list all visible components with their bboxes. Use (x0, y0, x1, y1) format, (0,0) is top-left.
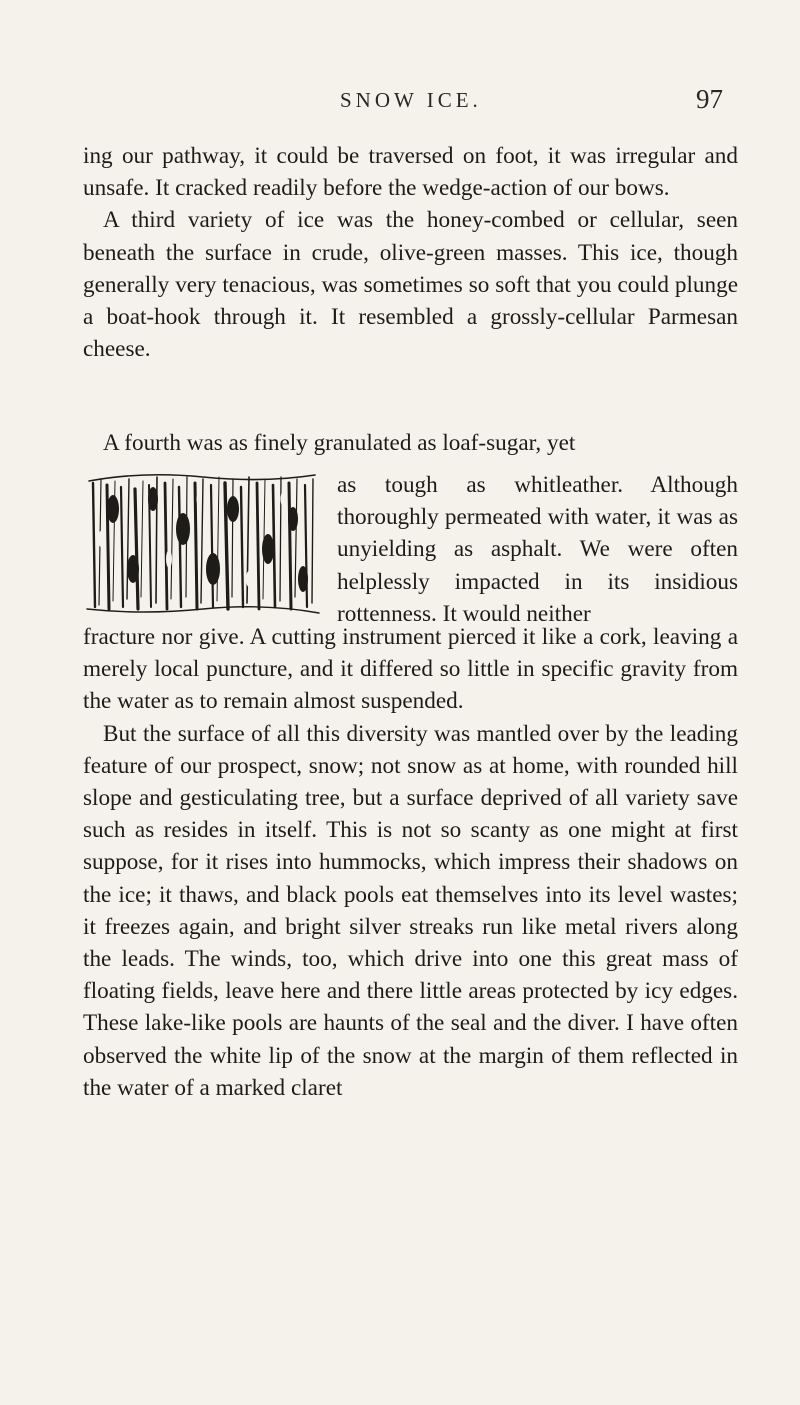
page-number: 97 (696, 84, 723, 114)
paragraph-honeycomb-ice: A third variety of ice was the honey-combed or cellular, seen beneath the surface in crude, olive-green masses. This ice, though generally very tenacious, was sometimes so soft that you could plunge a boat-hook through it. It resembled a grossly-cellular Parmesan cheese. (83, 207, 738, 363)
granulated-ice-lead: A fourth was as finely granulated as loaf-sugar, yet (103, 430, 576, 456)
figure-side-text (337, 469, 738, 630)
paragraph-granulated-ice-first-line (83, 427, 738, 459)
figure-with-text (83, 469, 738, 629)
granulated-ice-description: as tough as whitleather. Although thoroughly permeated with water, it was as unyielding as asphalt. We were often helplessly impacted in its insidious rottenness. It would neither (337, 472, 738, 627)
paragraph-continuation: ing our pathway, it could be traversed on foot, it was irregular and unsafe. It cracked readily before the wedge-action of our bows. (83, 143, 738, 202)
paragraph-snow-surface: But the surface of all this diversity was mantled over by the leading feature of our prospect, snow; not snow as at home, with rounded hill slope and gesticulating tree, but a surface deprived of all variety save such as resides in itself. This is not so scanty as one might at first suppose, for it rises into hummocks, which impress their shadows on the ice; it thaws, and black pools eat themselves into its level wastes; it freezes again, and bright silver streaks run like metal rivers along the leads. The winds, too, which drive into one this great mass of floating fields, leave here and there little areas protected by icy edges. These lake-like pools are haunts of the seal and the diver. I have often observed the white lip of the snow at the margin of them reflected in the water of a marked claret (83, 720, 738, 1101)
text-block-bottom (83, 621, 738, 1104)
text-block-top (83, 140, 738, 365)
page-header (0, 84, 800, 118)
running-head: SNOW ICE. (340, 88, 482, 112)
paragraph-granulated-ice-rest: fracture nor give. A cutting instrument pierced it like a cork, leaving a merely local puncture, and it differed so little in specific gravity from the water as to remain almost suspended. (83, 624, 738, 715)
cellular-ice-engraving-icon (83, 469, 323, 619)
